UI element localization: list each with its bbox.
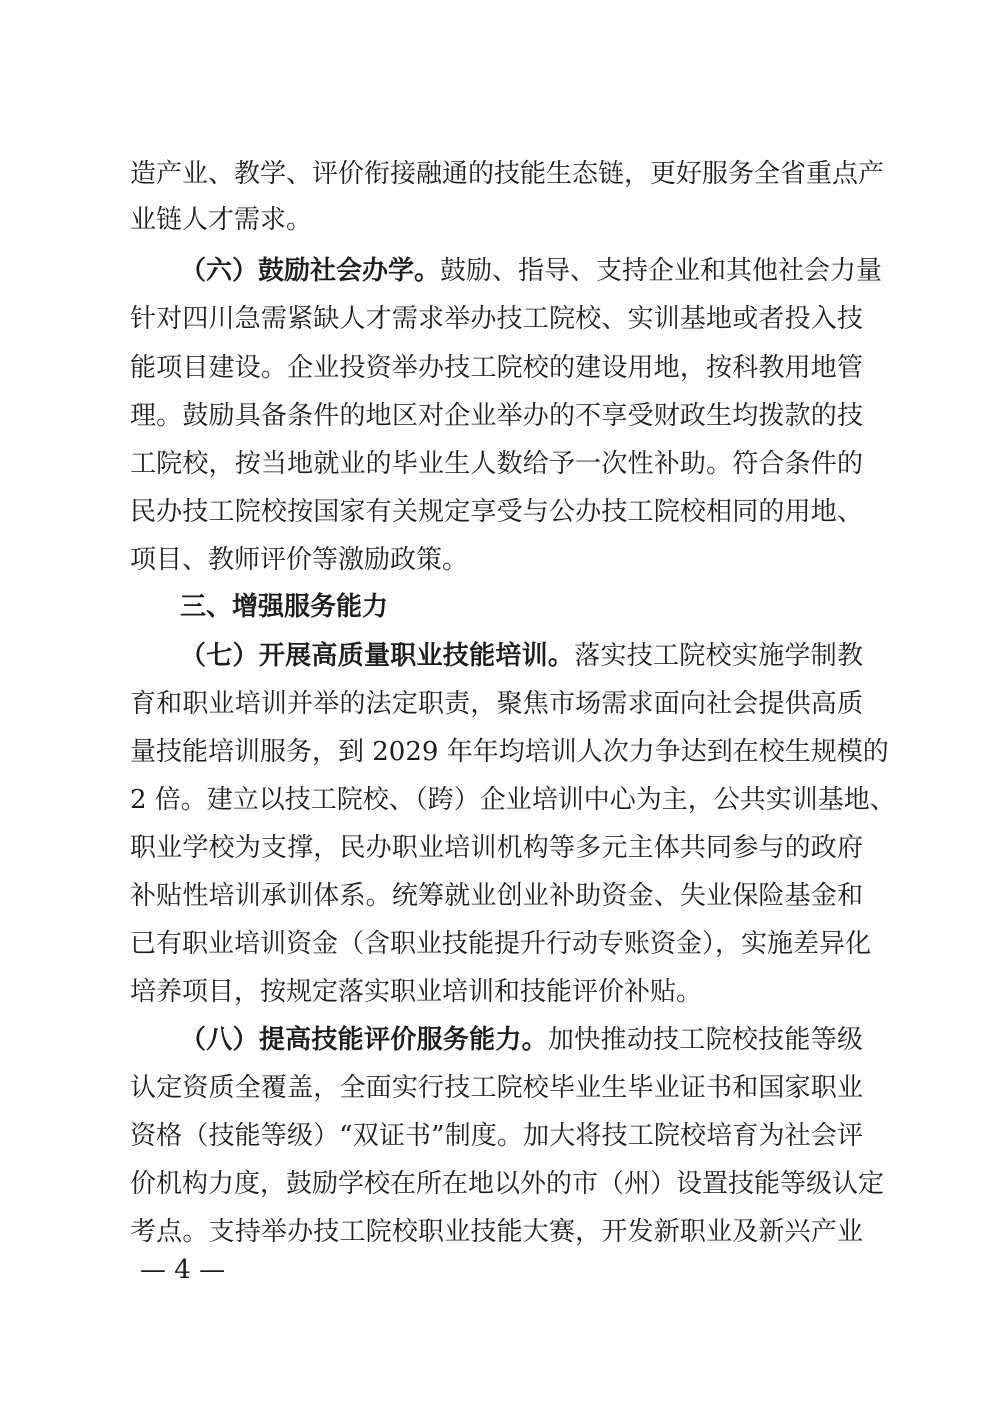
paragraph-first-line xyxy=(180,634,863,678)
paragraph-text: 鼓励、指导、支持企业和其他社会力量 xyxy=(440,256,883,286)
paragraph-text: 落实技工院校实施学制教 xyxy=(574,641,863,671)
paragraph-line: 资格（技能等级）“双证书”制度。加大将技工院校培育为社会评 xyxy=(130,1121,863,1151)
section-heading: 三、增强服务能力 xyxy=(180,592,389,622)
paragraph-line: 2 倍。建立以技工院校、（跨）企业培训中心为主，公共实训基地、 xyxy=(130,785,896,815)
paragraph-line: 已有职业培训资金（含职业技能提升行动专账资金），实施差异化 xyxy=(130,929,872,959)
paragraph-line: 考点。支持举办技工院校职业技能大赛，开发新职业及新兴产业 xyxy=(130,1217,863,1247)
paragraph-line: 针对四川急需紧缺人才需求举办技工院校、实训基地或者投入技 xyxy=(130,304,863,334)
paragraph-line: 工院校，按当地就业的毕业生人数给予一次性补助。符合条件的 xyxy=(130,449,863,479)
paragraph-line: 造产业、教学、评价衔接融通的技能生态链，更好服务全省重点产 xyxy=(130,159,885,189)
subsection-title-six: （六）鼓励社会办学。 xyxy=(180,256,441,286)
paragraph-line: 职业学校为支撑，民办职业培训机构等多元主体共同参与的政府 xyxy=(130,833,863,863)
paragraph-line: 业链人才需求。 xyxy=(130,205,313,235)
paragraph-line: 量技能培训服务，到 2029 年年均培训人次力争达到在校生规模的 xyxy=(130,737,889,767)
paragraph-line: 理。鼓励具备条件的地区对企业举办的不享受财政生均拨款的技 xyxy=(130,401,863,431)
paragraph-first-line xyxy=(180,1018,863,1062)
page-number: — 4 — xyxy=(140,1255,226,1285)
paragraph-line: 项目、教师评价等激励政策。 xyxy=(130,545,469,575)
paragraph-text: 加快推动技工院校技能等级 xyxy=(547,1025,863,1055)
paragraph-line: 补贴性培训承训体系。统筹就业创业补助资金、失业保险基金和 xyxy=(130,881,863,911)
subsection-title-seven: （七）开展高质量职业技能培训。 xyxy=(180,641,575,671)
paragraph-line: 民办技工院校按国家有关规定享受与公办技工院校相同的用地、 xyxy=(130,497,863,527)
paragraph-line: 能项目建设。企业投资举办技工院校的建设用地，按科教用地管 xyxy=(130,353,863,383)
paragraph-line: 培养项目，按规定落实职业培训和技能评价补贴。 xyxy=(130,977,703,1007)
subsection-title-eight: （八）提高技能评价服务能力。 xyxy=(180,1025,548,1055)
paragraph-line: 认定资质全覆盖，全面实行技工院校毕业生毕业证书和国家职业 xyxy=(130,1073,863,1103)
paragraph-first-line xyxy=(180,249,883,293)
paragraph-line: 育和职业培训并举的法定职责，聚焦市场需求面向社会提供高质 xyxy=(130,689,863,719)
paragraph-line: 价机构力度，鼓励学校在所在地以外的市（州）设置技能等级认定 xyxy=(130,1169,885,1199)
